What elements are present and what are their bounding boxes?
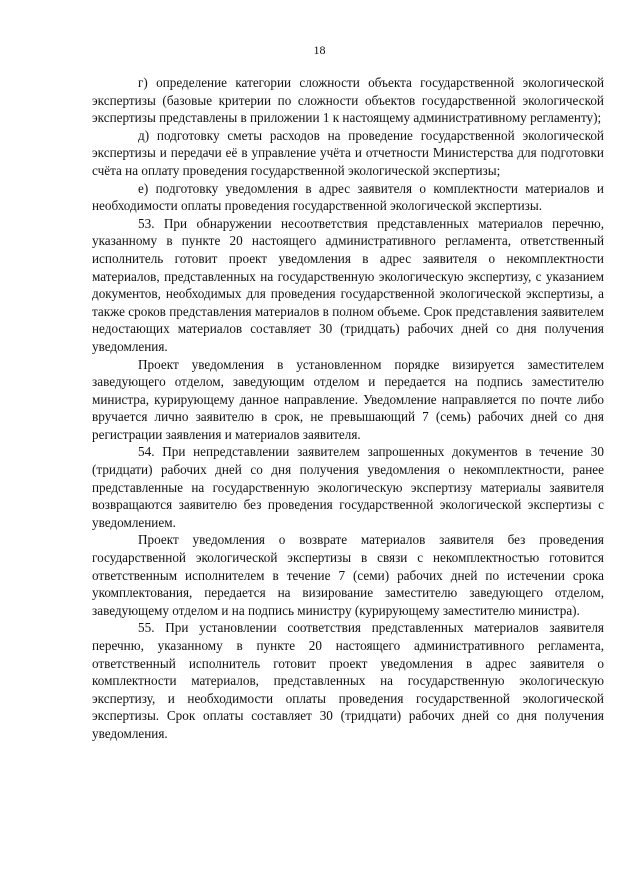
paragraph-54: 54. При непредставлении заявителем запрошенных документов в течение 30 (тридцати) рабочих дней со дня получения уведомления о некомплектности, ранее представленные на государственную экологическую экспертизу материалы заявителя возвращаются заявителю без проведения государственной экологической экспертизы с уведомлением.	[92, 444, 604, 530]
paragraph-54-return-notification: Проект уведомления о возврате материалов заявителя без проведения государственной экологической экспертизы в связи с некомплектностью готовится ответственным исполнителем в течение 7 (семи) рабочих дней по истечении срока укомплектования, передается на визирование заместителю заведующего отделом, заведующему отделом и на подпись министру (курирующему заместителю министра).	[92, 532, 604, 618]
paragraph-55: 55. При установлении соответствия представленных материалов заявителя перечню, указанному в пункте 20 настоящего административного регламента, ответственный исполнитель готовит проект уведомления в адрес заявителя о комплектности материалов, представленных на государственную экологическую экспертизу, и необходимости оплаты проведения государственной экологической экспертизы. Срок оплаты составляет 30 (тридцати) рабочих дней со дня получения уведомления.	[92, 620, 604, 741]
paragraph-53-notification-draft: Проект уведомления в установленном порядке визируется заместителем заведующего отделом, заведующим отделом и передается на подпись заместителю министра, курирующему данное направление. Уведомление направляется по почте либо вручается лично заявителю в срок, не превышающий 7 (семь) рабочих дней со дня регистрации заявления и материалов заявителя.	[92, 356, 604, 442]
paragraph-d-cost-estimate: д) подготовку сметы расходов на проведение государственной экологической экспертизы и передачи её в управление учёта и отчетности Министерства для подготовки счёта на оплату проведения государственной экологической экспертизы;	[92, 127, 604, 178]
page-number: 18	[313, 43, 326, 57]
document-body	[92, 74, 604, 743]
paragraph-53: 53. При обнаружении несоответствия представленных материалов перечню, указанному в пункте 20 настоящего административного регламента, ответственный исполнитель готовит проект уведомления в адрес заявителя о некомплектности материалов, представленных на государственную экологическую экспертизу, с указанием документов, необходимых для проведения государственной экологической экспертизы, а также сроков представления материалов в полном объеме. Срок представления заявителем недостающих материалов составляет 30 (тридцать) рабочих дней со дня получения уведомления.	[92, 215, 604, 354]
paragraph-g-category-definition: г) определение категории сложности объекта государственной экологической экспертизы (базовые критерии по сложности объектов государственной экологической экспертизы представлены в приложении 1 к настоящему административному регламенту);	[92, 75, 604, 126]
paragraph-e-notification: е) подготовку уведомления в адрес заявителя о комплектности материалов и необходимости оплаты проведения государственной экологической экспертизы.	[92, 180, 604, 214]
